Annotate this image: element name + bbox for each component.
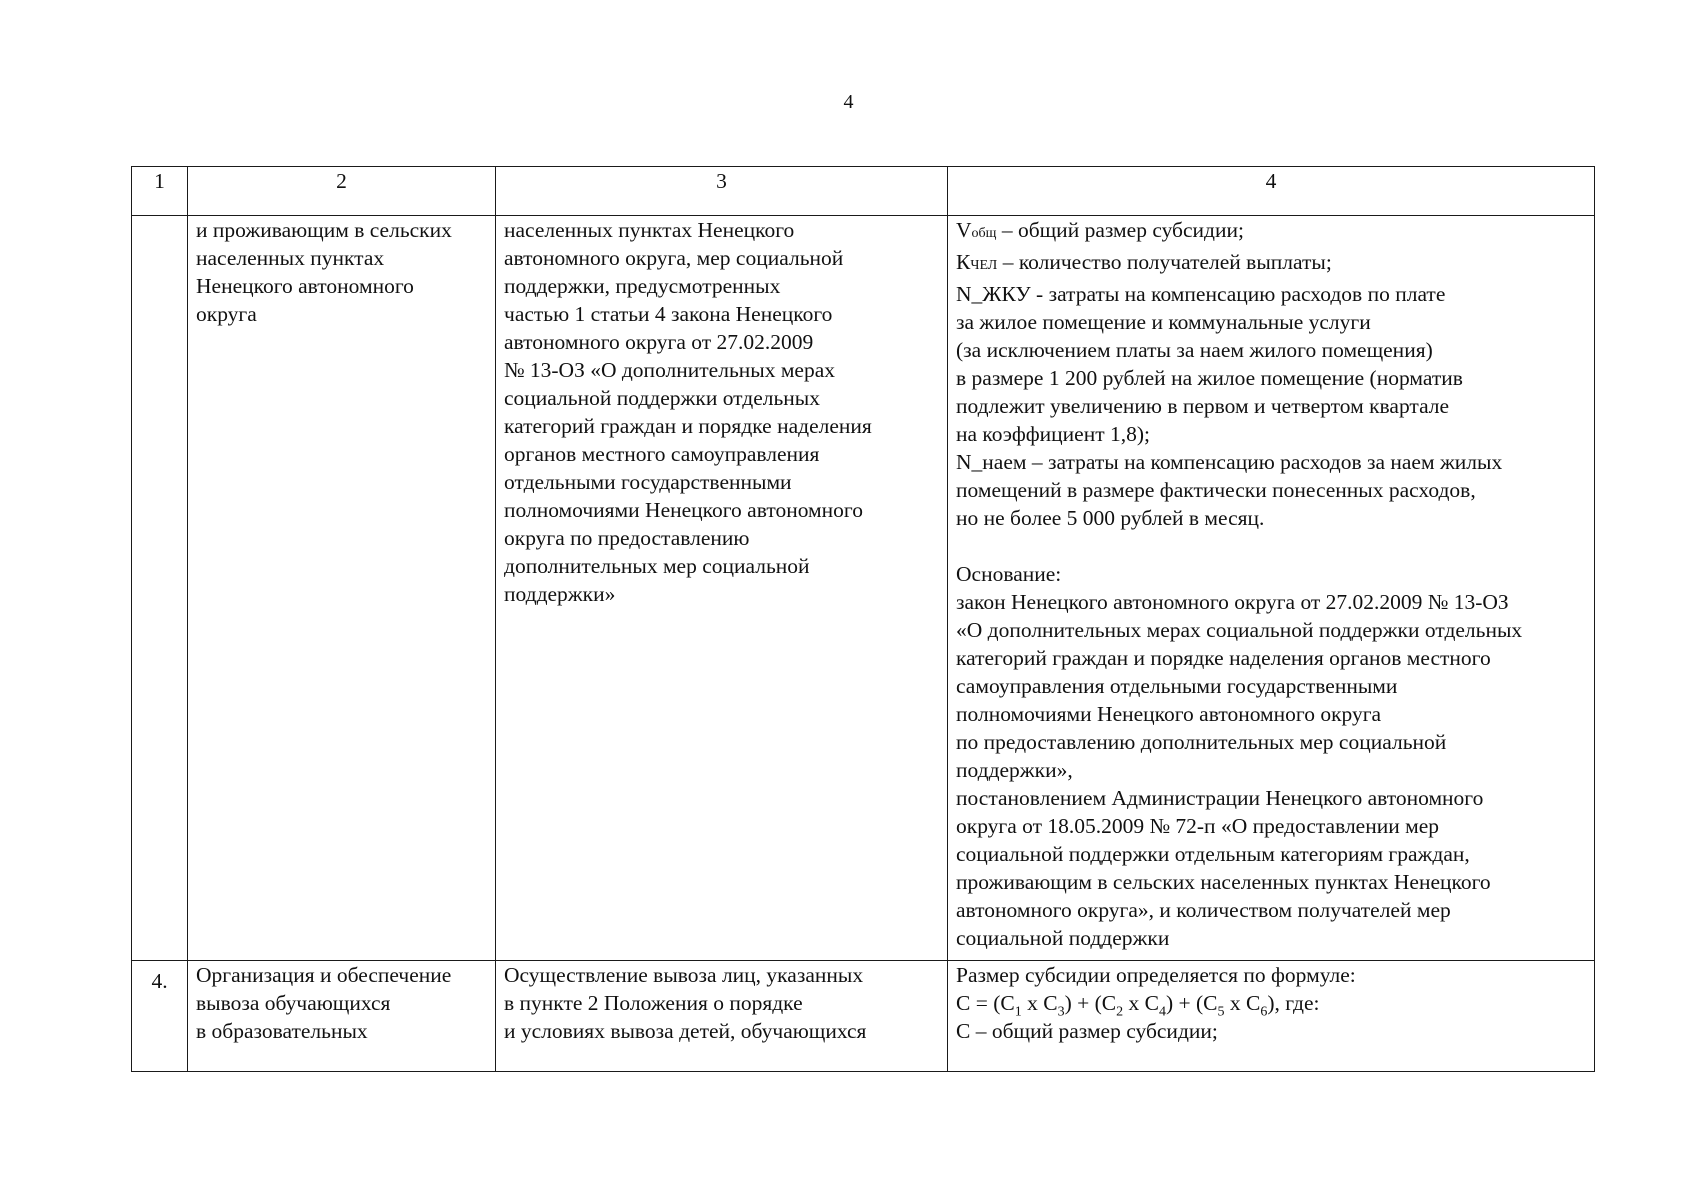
subscript-chel: ЧЕЛ <box>970 258 998 273</box>
text-line: категорий граждан и порядке наделения органов местного <box>956 646 1491 670</box>
paragraph-gap <box>956 532 1586 560</box>
row-description-cell <box>496 216 948 961</box>
text-line: автономного округа», и количеством получателей мер <box>956 898 1451 922</box>
text-line: постановлением Администрации Ненецкого автономного <box>956 786 1484 810</box>
definition-k-recipients <box>956 248 1586 280</box>
text-line: в размере 1 200 рублей на жилое помещение (норматив <box>956 366 1463 390</box>
subscript-obshch: общ <box>971 226 997 241</box>
basis-heading: Основание: <box>956 562 1062 586</box>
text-line: проживающим в сельских населенных пунктах Ненецкого <box>956 870 1491 894</box>
row-description-cell <box>496 961 948 1072</box>
text-line: в пункте 2 Положения о порядке <box>504 991 803 1015</box>
text-line: населенных пунктах Ненецкого <box>504 218 795 242</box>
formula-subscript: 1 <box>1014 1004 1022 1020</box>
text-line: N_ЖКУ - затраты на компенсацию расходов по плате <box>956 282 1446 306</box>
text-line: закон Ненецкого автономного округа от 27.02.2009 № 13-ОЗ <box>956 590 1509 614</box>
formula-part: х С <box>1021 991 1058 1015</box>
subsidy-formula <box>956 989 1586 1020</box>
text-line: социальной поддержки отдельных <box>504 386 820 410</box>
row-calculation-cell <box>948 216 1595 961</box>
text-line: категорий граждан и порядке наделения <box>504 414 872 438</box>
text-line: населенных пунктах <box>196 246 385 270</box>
document-table <box>131 166 1595 1072</box>
text-line: подлежит увеличению в первом и четвертом квартале <box>956 394 1450 418</box>
row-name-cell <box>188 216 496 961</box>
formula-subscript: 4 <box>1158 1004 1166 1020</box>
row-name-cell <box>188 961 496 1072</box>
definition-v-total <box>956 216 1586 248</box>
text-line: N_наем – затраты на компенсацию расходов за наем жилых <box>956 450 1503 474</box>
formula-part: ) + (С <box>1064 991 1117 1015</box>
text-line: округа <box>196 302 257 326</box>
text-line: (за исключением платы за наем жилого помещения) <box>956 338 1433 362</box>
text-line: и проживающим в сельских <box>196 218 452 242</box>
row-number-cell: 4. <box>132 961 188 1072</box>
text-line: помещений в размере фактически понесенных расходов, <box>956 478 1476 502</box>
text-line: полномочиями Ненецкого автономного округа <box>956 702 1382 726</box>
symbol-k: К <box>956 250 971 274</box>
formula-part: ) + (С <box>1165 991 1218 1015</box>
formula-part: х С <box>1224 991 1261 1015</box>
text-line: Размер субсидии определяется по формуле: <box>956 963 1356 987</box>
row-number-cell <box>132 216 188 961</box>
text-line: социальной поддержки отдельным категориям граждан, <box>956 842 1470 866</box>
definition-text: – количество получателей выплаты; <box>997 250 1332 274</box>
text-line: органов местного самоуправления <box>504 442 820 466</box>
text-line: Ненецкого автономного <box>196 274 414 298</box>
text-line: самоуправления отдельными государственными <box>956 674 1398 698</box>
text-line: за жилое помещение и коммунальные услуги <box>956 310 1371 334</box>
text-line: С – общий размер субсидии; <box>956 1019 1218 1043</box>
text-line: Организация и обеспечение <box>196 963 452 987</box>
formula-subscript: 5 <box>1217 1004 1225 1020</box>
text-line: но не более 5 000 рублей в месяц. <box>956 506 1265 530</box>
text-line: в образовательных <box>196 1019 368 1043</box>
text-line: округа по предоставлению <box>504 526 750 550</box>
formula-subscript: 3 <box>1057 1004 1065 1020</box>
text-line: автономного округа, мер социальной <box>504 246 844 270</box>
text-line: «О дополнительных мерах социальной поддержки отдельных <box>956 618 1523 642</box>
text-line: автономного округа от 27.02.2009 <box>504 330 814 354</box>
header-cell-3: 3 <box>496 167 948 216</box>
page-number: 4 <box>843 91 854 113</box>
text-line: Осуществление вывоза лиц, указанных <box>504 963 864 987</box>
text-line: и условиях вывоза детей, обучающихся <box>504 1019 867 1043</box>
symbol-v: V <box>956 218 972 242</box>
formula-subscript: 2 <box>1116 1004 1124 1020</box>
text-line: поддержки» <box>504 582 616 606</box>
row-calculation-cell <box>948 961 1595 1072</box>
definition-text: – общий размер субсидии; <box>996 218 1244 242</box>
table-row <box>132 961 1595 1072</box>
header-cell-1: 1 <box>132 167 188 216</box>
text-line: поддержки, предусмотренных <box>504 274 781 298</box>
header-cell-4: 4 <box>948 167 1595 216</box>
text-line: поддержки», <box>956 758 1073 782</box>
formula-subscript: 6 <box>1260 1004 1268 1020</box>
table-header-row <box>132 167 1595 216</box>
header-cell-2: 2 <box>188 167 496 216</box>
formula-part: С = (С <box>956 991 1015 1015</box>
text-line: по предоставлению дополнительных мер социальной <box>956 730 1447 754</box>
text-line: вывоза обучающихся <box>196 991 391 1015</box>
text-line: на коэффициент 1,8); <box>956 422 1150 446</box>
text-line: социальной поддержки <box>956 926 1170 950</box>
table-row <box>132 216 1595 961</box>
text-line: дополнительных мер социальной <box>504 554 810 578</box>
formula-part: х С <box>1123 991 1159 1015</box>
text-line: № 13-ОЗ «О дополнительных мерах <box>504 358 836 382</box>
text-line: округа от 18.05.2009 № 72-п «О предоставлении мер <box>956 814 1440 838</box>
text-line: частью 1 статьи 4 закона Ненецкого <box>504 302 833 326</box>
formula-part: ), где: <box>1267 991 1320 1015</box>
text-line: отдельными государственными <box>504 470 792 494</box>
text-line: полномочиями Ненецкого автономного <box>504 498 863 522</box>
